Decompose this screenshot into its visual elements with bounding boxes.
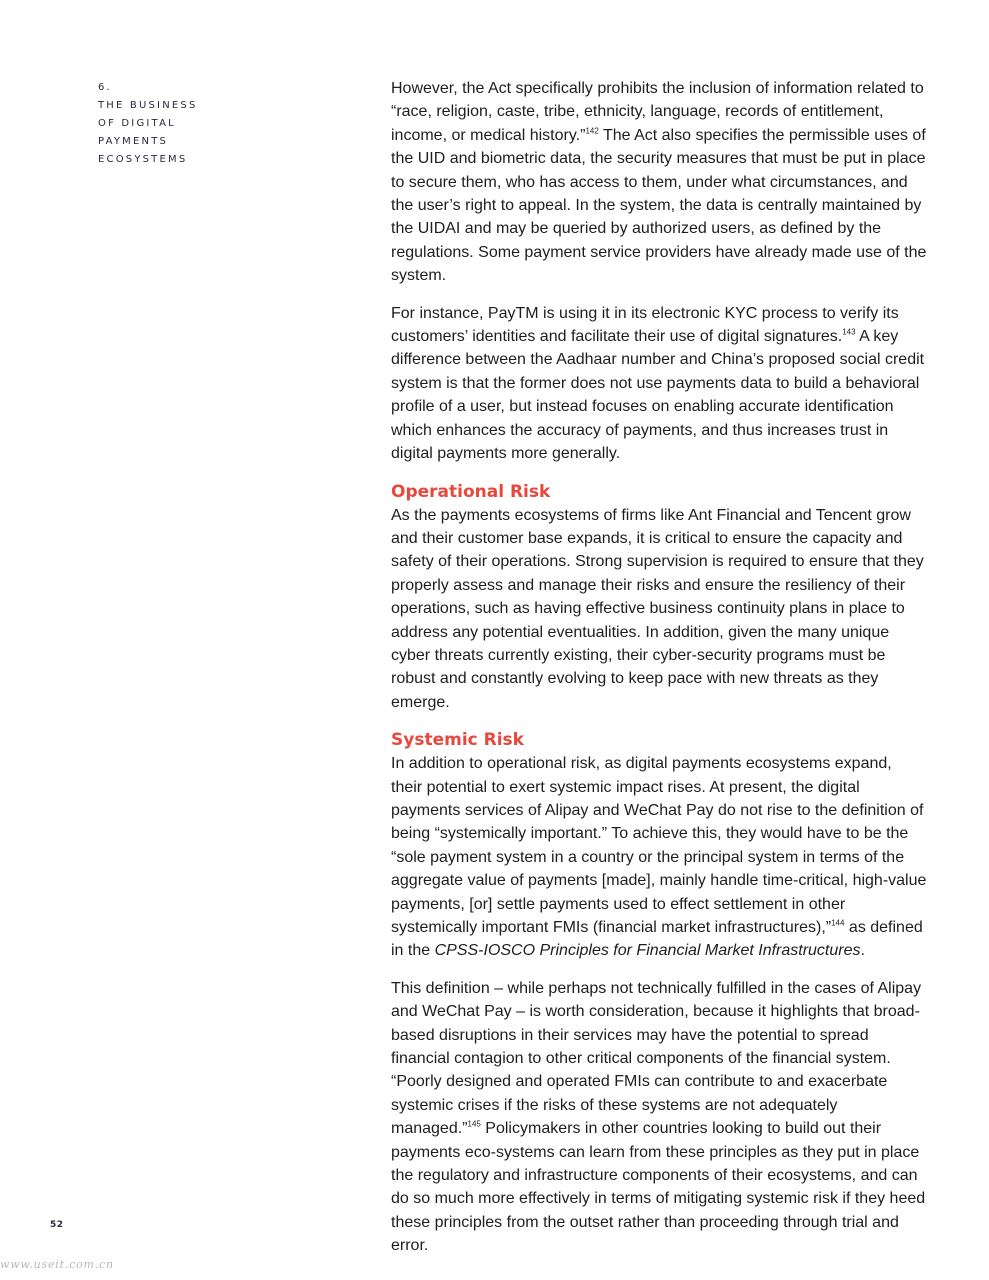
chapter-number: 6. — [98, 82, 112, 93]
paragraph-definition: This definition – while perhaps not technically fulfilled in the cases of Alipay and WeChat Pay – is worth consideration, because it highlights that broad-based disruptions in their services may have the potential to spread financial contagion to other critical components of the financial system. “Poorly designed and operated FMIs can contribute to and exacerbate systemic crises if the risks of these systems are not adequately managed.”$^{145}$ Policymakers in other countries looking to build out their payments eco-systems can learn from these principles as they put in place the regulatory and infrastructure components of their ecosystems, and can do so much more effectively in terms of mitigating systemic risk if they heed these principles from the outset rather than proceeding through trial and error. — [391, 979, 926, 1255]
chapter-title-line-4: ECOSYSTEMS — [98, 154, 188, 165]
chapter-sidebar — [98, 79, 258, 169]
heading-systemic-risk: Systemic Risk — [391, 730, 524, 751]
footnote-ref: 143 — [842, 327, 856, 337]
footnote-ref: 144 — [831, 918, 845, 928]
chapter-title-line-1: THE BUSINESS — [98, 100, 198, 111]
cited-publication: CPSS-IOSCO Principles for Financial Market Infrastructures — [434, 942, 861, 960]
footnote-ref: 145 — [467, 1119, 481, 1129]
paragraph-operational-risk: As the payments ecosystems of firms like Ant Financial and Tencent grow and their customer base expands, it is critical to ensure the capacity and safety of their operations. Strong supervision is required to ensure that they properly assess and manage their risks and ensure the resiliency of their operations, such as having effective business continuity plans in place to address any potential eventualities. In addition, given the many unique cyber threats currently existing, their cyber-security programs must be robust and constantly evolving to keep pace with new threats as they emerge. — [391, 506, 924, 711]
paragraph-paytm: For instance, PayTM is using it in its electronic KYC process to verify its customers’ identities and facilitate their use of digital signatures.$^{143}$ A key difference between the Aadhaar number and China’s proposed social credit system is that the former does not use payments data to build a behavioral profile of a user, but instead focuses on enabling accurate identification which enhances the accuracy of payments, and thus increases trust in digital payments more generally. — [391, 304, 925, 463]
paragraph-systemic-risk: In addition to operational risk, as digital payments ecosystems expand, their potential to exert systemic impact rises. At present, the digital payments services of Alipay and WeChat Pay do not rise to the definition of being “systemically important.” To achieve this, they would have to be the “sole payment system in a country or the principal system in terms of the aggregate value of payments [made], mainly handle time-critical, high-value payments, [or] settle payments used to effect settlement in other systemically important FMIs (financial market infrastructures),”$^{144}$ as defined in the CPSS-IOSCO Principles for Financial Market Infrastructures. — [391, 755, 927, 960]
chapter-title-line-3: PAYMENTS — [98, 136, 169, 147]
main-text-column — [391, 77, 927, 1272]
chapter-title-line-2: OF DIGITAL — [98, 118, 176, 129]
heading-operational-risk: Operational Risk — [391, 481, 551, 502]
footnote-ref: 142 — [585, 126, 599, 136]
watermark: www.useit.com.cn — [0, 1258, 114, 1271]
paragraph-uid-act: However, the Act specifically prohibits the inclusion of information related to “race, religion, caste, tribe, ethnicity, language, records of entitlement, income, or medical history.”$^{142}$ The Act also specifies the permissible uses of the UID and biometric data, the security measures that must be put in place to secure them, who has access to them, under what circumstances, and the user’s right to appeal. In the system, the data is centrally maintained by the UIDAI and may be queried by authorized users, as defined by the regulations. Some payment service providers have already made use of the system. — [391, 80, 927, 285]
page-number: 52 — [50, 1220, 64, 1230]
